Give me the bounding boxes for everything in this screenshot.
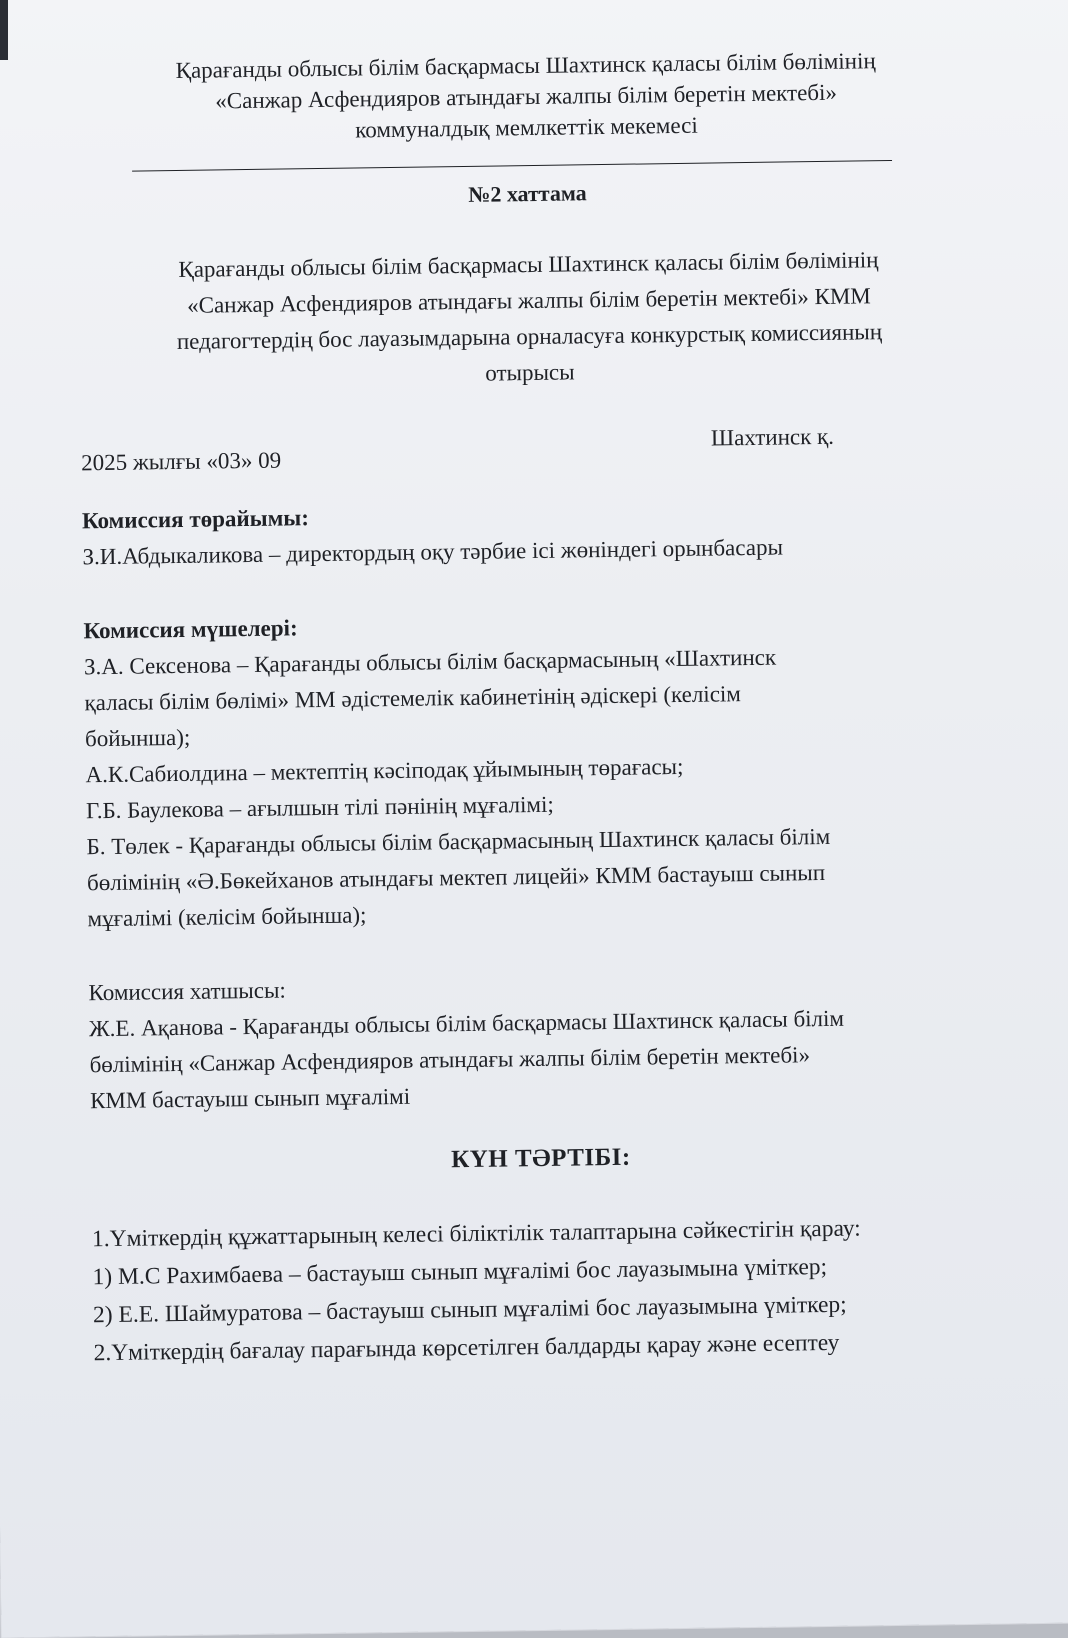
header-line: коммуналдық мемлкеттік мекемесі [355, 112, 698, 143]
secretary-line: Ж.Е. Ақанова - Қарағанды облысы білім басқармасы Шахтинск қаласы білім [88, 1005, 845, 1042]
members-line: А.К.Сабиолдина – мектептің кәсіподақ ұйымының төрағасы; [85, 753, 684, 788]
members-line: мұғалімі (келісім бойынша); [87, 902, 367, 932]
agenda-list [92, 1208, 994, 1373]
members-line: Б. Төлек - Қарағанды облысы білім басқармасының Шахтинск қаласы білім [86, 823, 831, 860]
background-edge [0, 0, 8, 60]
secretary-label: Комиссия хатшысы: [88, 977, 286, 1006]
meeting-title-line: «Санжар Асфендияров атындағы жалпы білім беретін мектебі» КММ [186, 283, 871, 318]
header-divider [132, 160, 892, 172]
meeting-title-line: отырысы [485, 359, 575, 386]
organization-header [76, 44, 977, 150]
meeting-date: 2025 жылғы «03» 09 [81, 447, 282, 476]
secretary-section [88, 963, 990, 1120]
secretary-line: КММ бастауыш сынып мұғалімі [89, 1083, 411, 1114]
members-line: бойынша); [84, 724, 191, 752]
meeting-place: Шахтинск қ. [710, 423, 835, 451]
members-line: қаласы білім бөлімі» ММ әдістемелік кабинетінің әдіскері (келісім [84, 681, 742, 716]
members-line: Г.Б. Баулекова – ағылшын тілі пәнінің мұғалімі; [85, 791, 554, 824]
members-line: З.А. Сексенова – Қарағанды облысы білім басқармасының «Шахтинск [83, 644, 777, 680]
date-place-row [81, 423, 981, 476]
agenda-title: КҮН ТӘРТІБІ: [450, 1143, 631, 1174]
header-line: «Санжар Асфендияров атындағы жалпы білім беретін мектебі» [215, 79, 838, 114]
agenda-item: 2.Үміткердің бағалау парағында көрсетілген балдарды қарау және есептеу [93, 1329, 840, 1367]
meeting-title [78, 241, 980, 398]
document-number: №2 хаттама [468, 180, 587, 207]
chair-label: Комиссия төрайымы: [81, 505, 310, 534]
meeting-title-line: педагогтердің бос лауазымдарына орналасуға конкурстық комиссияның [176, 319, 883, 354]
members-section [83, 601, 987, 938]
document-page [76, 44, 994, 1372]
members-line: бөлімінің «Ә.Бөкейханов атындағы мектеп лицейі» КММ бастауыш сынып [86, 859, 826, 896]
agenda-item: 1) М.С Рахимбаева – бастауыш сынып мұғалімі бос лауазымына үміткер; [92, 1254, 828, 1291]
agenda-item: 1.Үміткердің құжаттарының келесі біліктілік талаптарына сәйкестігін қарау: [91, 1215, 861, 1253]
chair-section [82, 491, 983, 576]
secretary-line: бөлімінің «Санжар Асфендияров атындағы жалпы білім беретін мектебі» [89, 1042, 811, 1078]
header-line: Қарағанды облысы білім басқармасы Шахтинск қаласы білім бөлімінің [175, 48, 876, 83]
meeting-title-line: Қарағанды облысы білім басқармасы Шахтинск қаласы білім бөлімінің [178, 247, 879, 282]
members-label: Комиссия мүшелері: [83, 615, 298, 644]
chair-text: З.И.Абдыкаликова – директордың оқу тәрбие ісі жөніндегі орынбасары [82, 534, 784, 570]
agenda-item: 2) Е.Е. Шаймуратова – бастауыш сынып мұғалімі бос лауазымына үміткер; [92, 1291, 847, 1329]
